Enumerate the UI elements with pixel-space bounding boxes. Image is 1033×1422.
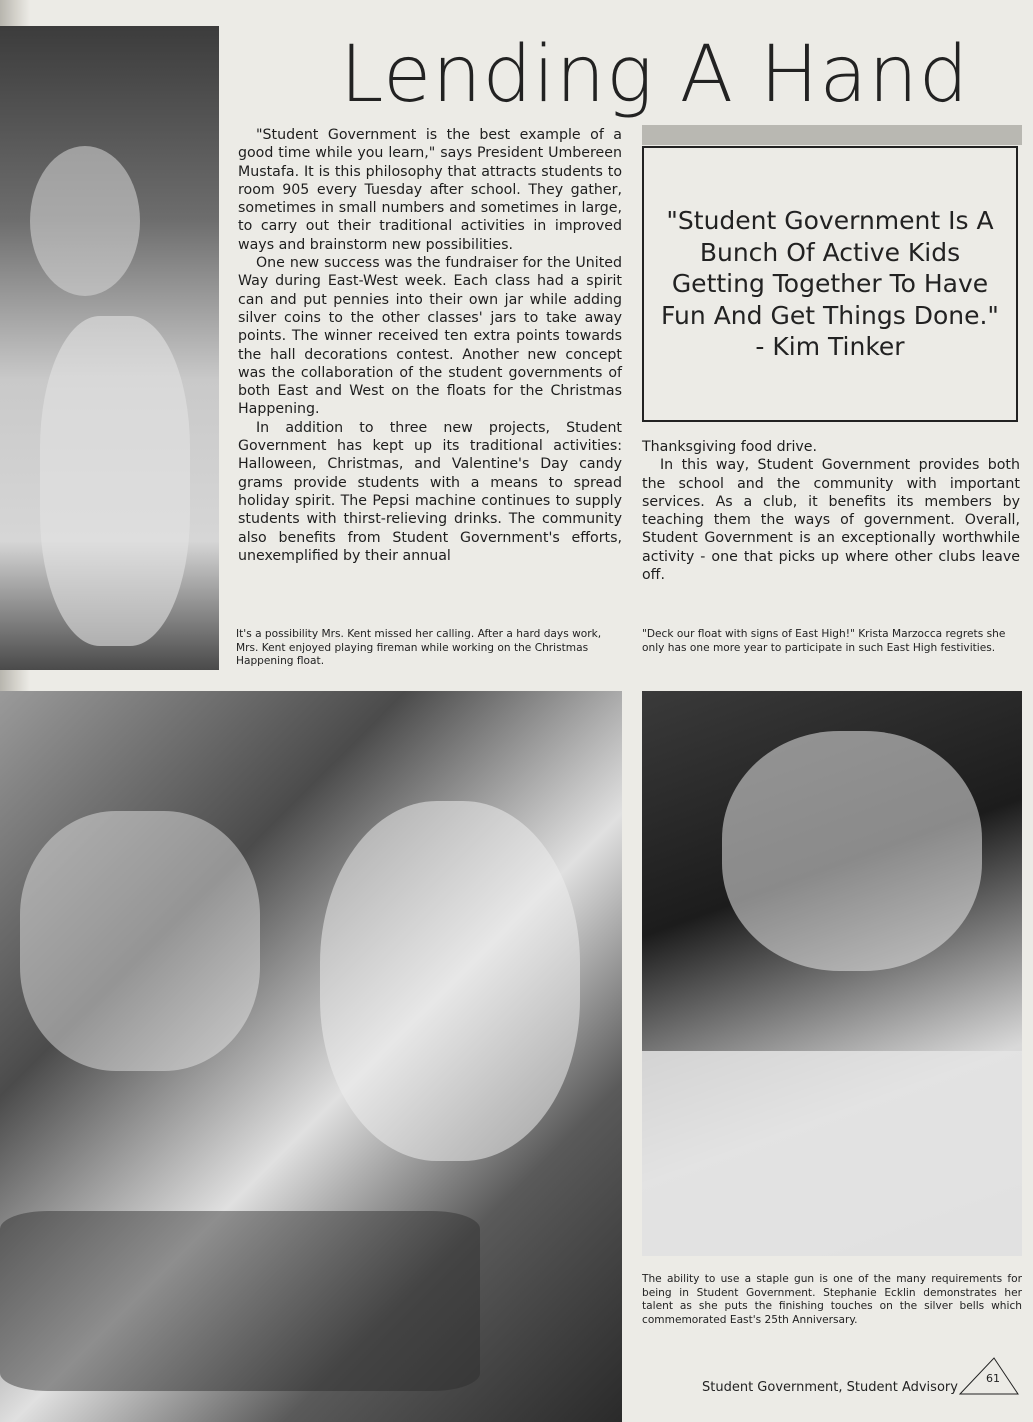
article-paragraph: In this way, Student Government provides both the school and the community with important services. As a club, it benefits its members by teaching them the ways of government. Overall, Student Government is an exceptionally worthwhile activity - one that picks up where other clubs leave off. (642, 457, 1020, 584)
article-column-left (238, 126, 622, 565)
quote-header-bar (642, 125, 1022, 145)
photo-sign-banner (642, 1051, 1022, 1256)
page-title: Lending A Hand (340, 30, 970, 120)
page-number: 61 (986, 1372, 1000, 1385)
pull-quote-box (642, 146, 1018, 422)
article-paragraph: Thanksgiving food drive. (642, 439, 818, 455)
page-number-emblem (958, 1352, 1020, 1398)
caption-mrs-kent: It's a possibility Mrs. Kent missed her calling. After a hard days work, Mrs. Kent enjoyed playing fireman while working on the Christmas Happening float. (236, 628, 602, 667)
caption-stephanie-ecklin: The ability to use a staple gun is one of the many requirements for being in Student Government. Stephanie Ecklin demonstrates her talent as she puts the finishing touches on the silver bells which commemorated East's 25th Anniversary. (642, 1273, 1022, 1326)
article-paragraph: In addition to three new projects, Student Government has kept up its traditional activities: Halloween, Christmas, and Valentine's Day candy grams provide students with a means to spread holiday spirit. The Pepsi machine continues to supply students with thirst-relieving drinks. The community also benefits from Student Government's efforts, unexemplified by their annual (238, 419, 622, 564)
section-footer: Student Government, Student Advisory (702, 1380, 958, 1395)
photo-highlight (40, 316, 190, 646)
article-paragraph: "Student Government is the best example of a good time while you learn," says President Umbereen Mustafa. It is this philosophy that attracts students to room 905 every Tuesday after school. They gather, sometimes in small numbers and sometimes in large, to carry out their traditional activities in improved ways and brainstorm new possibilities. (238, 127, 622, 253)
photo-staple-gun-float (0, 691, 622, 1422)
photo-shadow (0, 1211, 480, 1391)
pull-quote-text: "Student Government Is A Bunch Of Active Kids Getting Together To Have Fun And Get Things Done." - Kim Tinker (661, 206, 999, 362)
article-paragraph: One new success was the fundraiser for the United Way during East-West week. Each class had a spirit can and put pennies into their own jar while adding silver coins to the other classes' jars to take away points. The winner received ten extra points towards the hall decorations contest. Another new concept was the collaboration of the student governments of both East and West on the floats for the Christmas Happening. (238, 255, 622, 418)
photo-mrs-kent-fireman (0, 26, 219, 670)
article-column-right (642, 438, 1020, 584)
photo-highlight (320, 801, 580, 1161)
photo-highlight (20, 811, 260, 1071)
photo-highlight (30, 146, 140, 296)
photo-highlight (722, 731, 982, 971)
photo-painting-sign (642, 691, 1022, 1256)
caption-krista-marzocca: "Deck our float with signs of East High!" Krista Marzocca regrets she only has one more year to participate in such East High festivities. (642, 628, 1006, 654)
